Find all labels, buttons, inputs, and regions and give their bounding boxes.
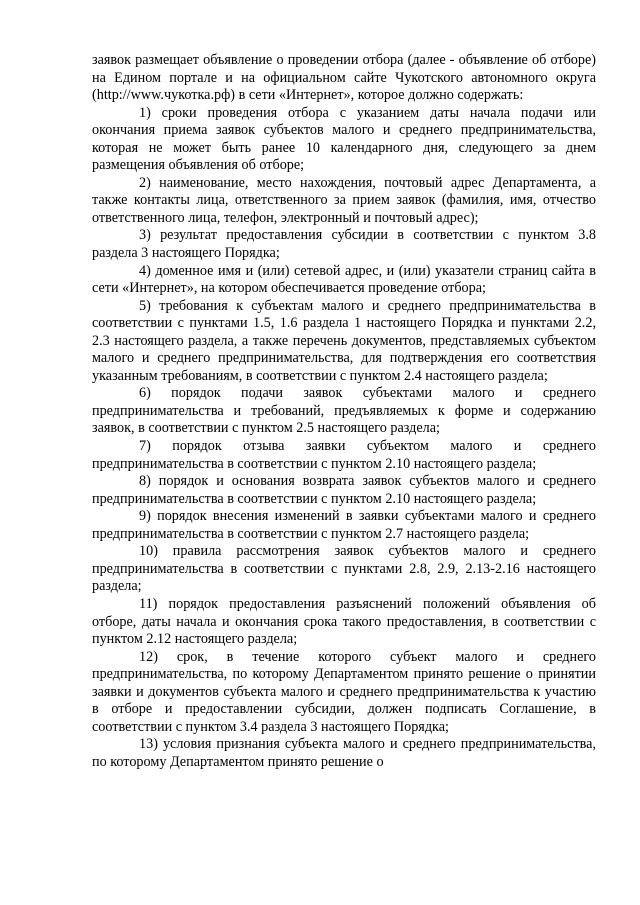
paragraph: 11) порядок предоставления разъяснений положений объявления об отборе, даты начала и окончания срока такого предоставления, в соответствии с пунктом 2.12 настоящего раздела; <box>92 595 596 648</box>
paragraph: 8) порядок и основания возврата заявок субъектов малого и среднего предпринимательства в соответствии с пунктом 2.10 настоящего раздела; <box>92 473 596 507</box>
paragraph: 5) требования к субъектам малого и среднего предпринимательства в соответствии с пунктами 1.5, 1.6 раздела 1 настоящего Порядка и пунктами 2.2, 2.3 настоящего раздела, а также перечень документов, представляемых субъектом малого и среднего предпринимательства, для подтверждения его соответствия указанным требованиям, в соответствии с пунктом 2.4 настоящего раздела; <box>92 297 596 384</box>
paragraph: 1) сроки проведения отбора с указанием даты начала подачи или окончания приема заявок субъектов малого и среднего предпринимательства, которая не может быть ранее 10 календарного дня, следующего за днем размещения объявления об отборе; <box>92 104 596 174</box>
paragraph: 7) порядок отзыва заявки субъектом малого и среднего предпринимательства в соответствии с пунктом 2.10 настоящего раздела; <box>92 438 596 472</box>
paragraph: 10) правила рассмотрения заявок субъектов малого и среднего предпринимательства в соответствии с пунктами 2.8, 2.9, 2.13-2.16 настоящего раздела; <box>92 543 596 595</box>
paragraph: 6) порядок подачи заявок субъектами малого и среднего предпринимательства и требований, предъявляемых к форме и содержанию заявок, в соответствии с пунктом 2.5 настоящего раздела; <box>92 385 596 437</box>
paragraph: 4) доменное имя и (или) сетевой адрес, и (или) указатели страниц сайта в сети «Интернет», на котором обеспечивается проведение отбора; <box>92 262 596 297</box>
document-body <box>92 52 596 771</box>
paragraph: 13) условия признания субъекта малого и среднего предпринимательства, по которому Департаментом принято решение о <box>92 736 596 770</box>
paragraph: 12) срок, в течение которого субъект малого и среднего предпринимательства, по которому Департаментом принято решение о принятии заявки и документов субъекта малого и среднего предпринимательства к участию в отборе и предоставлении субсидии, должен подписать Соглашение, в соответствии с пунктом 3.4 раздела 3 настоящего Порядка; <box>92 648 596 735</box>
paragraph: заявок размещает объявление о проведении отбора (далее - объявление об отборе) на Едином портале и на официальном сайте Чукотского автономного округа (http://www.чукотка.рф) в сети «Интернет», которое должно содержать: <box>92 52 596 104</box>
paragraph: 2) наименование, место нахождения, почтовый адрес Департамента, а также контакты лица, ответственного за прием заявок (фамилия, имя, отчество ответственного лица, телефон, электронный и почтовый адрес); <box>92 174 596 226</box>
paragraph: 9) порядок внесения изменений в заявки субъектами малого и среднего предпринимательства в соответствии с пунктом 2.7 настоящего раздела; <box>92 508 596 542</box>
paragraph: 3) результат предоставления субсидии в соответствии с пунктом 3.8 раздела 3 настоящего Порядка; <box>92 227 596 262</box>
